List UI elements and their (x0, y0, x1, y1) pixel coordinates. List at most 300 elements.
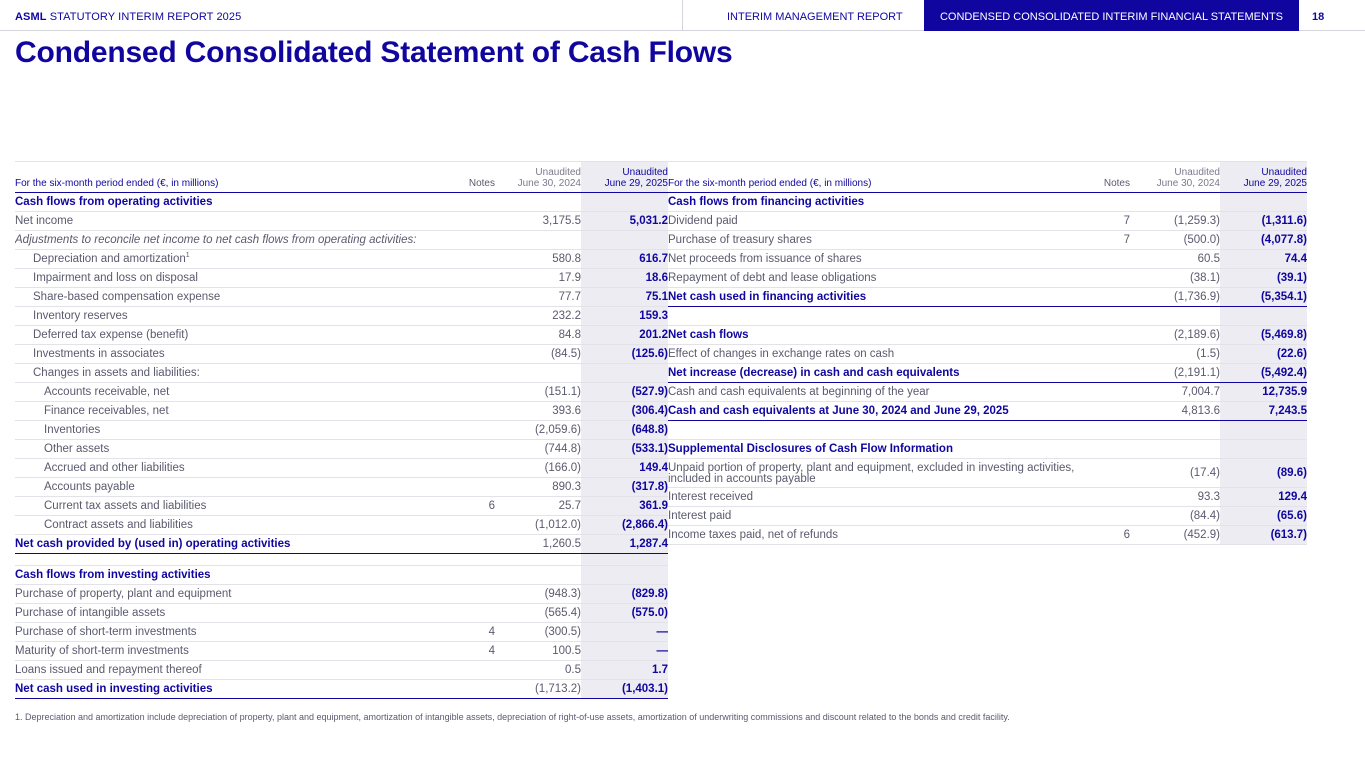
row-notes (435, 364, 495, 383)
row-value-2025 (1220, 383, 1307, 402)
table-row (15, 535, 668, 554)
row-value-2025 (581, 288, 668, 307)
row-value-2025 (1220, 269, 1307, 288)
row-notes (1078, 402, 1130, 421)
table-row (668, 507, 1307, 526)
row-value-2024 (1130, 459, 1220, 488)
row-notes (435, 497, 495, 516)
row-notes (435, 516, 495, 535)
table-row (15, 212, 668, 231)
nav-divider (682, 0, 683, 31)
row-notes (435, 212, 495, 231)
report-name: STATUTORY INTERIM REPORT 2025 (49, 11, 242, 23)
row-value-2025 (581, 661, 668, 680)
row-value-2025 (581, 421, 668, 440)
left-table-body (15, 193, 668, 699)
table-row (668, 383, 1307, 402)
row-label-text: Net cash used in investing activities (15, 683, 213, 695)
row-label (668, 507, 1078, 526)
row-notes (435, 402, 495, 421)
row-value-2024-text: (2,059.6) (534, 424, 581, 436)
current-period-status: Unaudited (1261, 167, 1307, 178)
row-value-2025 (1220, 212, 1307, 231)
row-value-2025-text: 129.4 (1278, 491, 1307, 503)
row-notes-text: 7 (1123, 215, 1130, 227)
row-notes-text: 6 (488, 500, 495, 512)
row-value-2025 (581, 478, 668, 497)
row-value-2024 (495, 345, 581, 364)
row-notes (1078, 212, 1130, 231)
row-value-2025-text: (22.6) (1276, 348, 1307, 360)
table-row (15, 269, 668, 288)
row-label-text: Cash flows from operating activities (15, 196, 213, 208)
row-value-2025-text: 159.3 (639, 310, 668, 322)
table-row (15, 193, 668, 212)
row-label-text: Income taxes paid, net of refunds (668, 529, 839, 541)
row-value-2025-text: — (656, 645, 668, 657)
table-row (15, 383, 668, 402)
row-label (15, 421, 435, 440)
row-label-text: Changes in assets and liabilities: (33, 367, 200, 379)
top-navigation-bar (0, 0, 1365, 31)
nav-tab-financial-statements[interactable]: CONDENSED CONSOLIDATED INTERIM FINANCIAL STATEMENTS (924, 0, 1299, 31)
row-value-2024 (495, 269, 581, 288)
table-row (15, 478, 668, 497)
row-value-2024-text: 84.8 (558, 329, 581, 341)
row-value-2024 (1130, 250, 1220, 269)
page-title: Condensed Consolidated Statement of Cash Flows (15, 36, 733, 69)
table-row (15, 661, 668, 680)
row-value-2024-text: 25.7 (558, 500, 581, 512)
row-label-text: Accounts payable (44, 481, 135, 493)
row-value-2024 (495, 288, 581, 307)
table-row (15, 623, 668, 642)
page-number: 18 (1312, 11, 1325, 23)
row-notes (435, 623, 495, 642)
row-notes (435, 661, 495, 680)
row-value-2024-text: (38.1) (1189, 272, 1220, 284)
table-row (668, 459, 1307, 488)
table-row (15, 497, 668, 516)
operating-investing-cash-flows-table (15, 161, 668, 699)
row-value-2024 (495, 231, 581, 250)
row-value-2025 (581, 402, 668, 421)
row-notes (1078, 326, 1130, 345)
row-label-text: Depreciation and amortization (33, 253, 186, 265)
row-value-2025 (581, 535, 668, 554)
column-header-label: For the six-month period ended (€, in millions) (668, 162, 1078, 193)
row-value-2024 (495, 326, 581, 345)
footnote-marker: 1 (185, 252, 190, 260)
row-value-2024 (495, 250, 581, 269)
row-label-text: Accrued and other liabilities (44, 462, 185, 474)
row-label (668, 250, 1078, 269)
current-period-status: Unaudited (622, 167, 668, 178)
row-value-2025 (581, 212, 668, 231)
row-value-2024 (1130, 307, 1220, 326)
table-row (15, 585, 668, 604)
row-value-2024-text: 232.2 (552, 310, 581, 322)
row-value-2024 (1130, 364, 1220, 383)
row-label (668, 345, 1078, 364)
row-notes (435, 269, 495, 288)
row-value-2025 (1220, 488, 1307, 507)
row-value-2025-text: 149.4 (639, 462, 668, 474)
row-label (668, 288, 1078, 307)
row-label-text: Net income (15, 215, 74, 227)
row-value-2024 (1130, 383, 1220, 402)
row-value-2024 (495, 497, 581, 516)
row-label-text: Deferred tax expense (benefit) (33, 329, 189, 341)
row-value-2024 (1130, 402, 1220, 421)
report-brand[interactable] (15, 11, 241, 23)
row-label (668, 193, 1078, 212)
table-row (668, 231, 1307, 250)
financing-supplemental-cash-flows-table (668, 161, 1307, 545)
row-value-2024-text: 3,175.5 (542, 215, 581, 227)
row-value-2025-text: (5,492.4) (1260, 367, 1307, 379)
column-header-current-period (1220, 162, 1307, 193)
table-row (668, 307, 1307, 326)
row-notes (435, 383, 495, 402)
table-row (15, 231, 668, 250)
table-header-row (15, 162, 668, 193)
row-value-2024-text: (452.9) (1183, 529, 1220, 541)
row-value-2025-text: (1,403.1) (621, 683, 668, 695)
row-label-text: Loans issued and repayment thereof (15, 664, 202, 676)
table-row (15, 440, 668, 459)
row-notes (435, 345, 495, 364)
row-value-2024-text: 93.3 (1197, 491, 1220, 503)
row-value-2024 (495, 642, 581, 661)
row-notes (435, 250, 495, 269)
row-label (668, 326, 1078, 345)
row-value-2025-text: (89.6) (1276, 467, 1307, 479)
row-value-2025 (581, 307, 668, 326)
row-label-text: Inventories (44, 424, 101, 436)
row-value-2025 (581, 604, 668, 623)
row-notes (435, 604, 495, 623)
row-value-2024 (495, 212, 581, 231)
row-label (15, 288, 435, 307)
table-row (15, 421, 668, 440)
row-value-2025-text: 1.7 (652, 664, 668, 676)
row-label-text: Net cash provided by (used in) operating activities (15, 538, 291, 550)
current-period-date: June 29, 2025 (604, 178, 668, 189)
row-value-2024-text: (151.1) (544, 386, 581, 398)
row-value-2025-text: 75.1 (645, 291, 668, 303)
table-row (15, 326, 668, 345)
row-value-2025 (1220, 364, 1307, 383)
row-notes (435, 193, 495, 212)
row-notes (1078, 526, 1130, 545)
row-label (668, 526, 1078, 545)
row-value-2025 (581, 326, 668, 345)
row-label (668, 459, 1078, 488)
table-row (15, 364, 668, 383)
table-row (668, 440, 1307, 459)
row-notes (435, 585, 495, 604)
row-value-2024 (495, 307, 581, 326)
table-row (15, 250, 668, 269)
row-value-2024 (495, 535, 581, 554)
row-value-2025 (581, 364, 668, 383)
row-label-text: Impairment and loss on disposal (33, 272, 198, 284)
row-label-text: Cash flows from investing activities (15, 569, 211, 581)
row-label-text: Net cash flows (668, 329, 749, 341)
row-value-2024 (495, 459, 581, 478)
row-notes (435, 554, 495, 566)
row-value-2025 (581, 440, 668, 459)
table-row (15, 566, 668, 585)
row-value-2024 (1130, 193, 1220, 212)
row-value-2024-text: (84.4) (1189, 510, 1220, 522)
row-notes (435, 535, 495, 554)
row-notes (1078, 488, 1130, 507)
row-label (15, 623, 435, 642)
row-value-2025-text: 7,243.5 (1268, 405, 1307, 417)
row-notes (1078, 364, 1130, 383)
row-label (15, 604, 435, 623)
row-value-2025 (1220, 345, 1307, 364)
row-value-2024-text: 4,813.6 (1181, 405, 1220, 417)
row-label (15, 269, 435, 288)
row-label (668, 307, 1078, 326)
row-notes (435, 440, 495, 459)
current-period-date: June 29, 2025 (1243, 178, 1307, 189)
row-notes (435, 478, 495, 497)
row-label-text: Other assets (44, 443, 110, 455)
table-row (15, 459, 668, 478)
row-value-2025-text: (317.8) (631, 481, 668, 493)
row-value-2025 (581, 459, 668, 478)
row-notes (1078, 193, 1130, 212)
row-value-2024-text: 580.8 (552, 253, 581, 265)
row-value-2024 (495, 440, 581, 459)
row-label-text: Accounts receivable, net (44, 386, 170, 398)
row-notes (435, 307, 495, 326)
table-row (15, 288, 668, 307)
row-notes (1078, 269, 1130, 288)
row-label (668, 488, 1078, 507)
row-value-2025-text: 361.9 (639, 500, 668, 512)
row-label (15, 231, 435, 250)
row-value-2024-text: (84.5) (550, 348, 581, 360)
row-value-2025 (1220, 440, 1307, 459)
row-notes (435, 566, 495, 585)
row-label (15, 402, 435, 421)
row-value-2024 (1130, 507, 1220, 526)
row-value-2024-text: (166.0) (544, 462, 581, 474)
row-value-2025 (581, 269, 668, 288)
row-value-2025-text: (1,311.6) (1261, 215, 1307, 227)
row-label (15, 440, 435, 459)
table-row (668, 421, 1307, 440)
row-label-text: Investments in associates (33, 348, 165, 360)
row-label (15, 516, 435, 535)
row-notes (1078, 288, 1130, 307)
row-label-text: Purchase of property, plant and equipment (15, 588, 232, 600)
table-row (668, 288, 1307, 307)
row-value-2024-text: 77.7 (558, 291, 581, 303)
row-value-2024-text: 7,004.7 (1181, 386, 1220, 398)
row-value-2024 (495, 364, 581, 383)
row-value-2025 (581, 250, 668, 269)
row-notes (1078, 440, 1130, 459)
table-row (15, 554, 668, 566)
row-value-2025-text: (5,469.8) (1260, 329, 1307, 341)
table-row (15, 345, 668, 364)
row-value-2024-text: (1,012.0) (534, 519, 581, 531)
row-notes (1078, 250, 1130, 269)
row-value-2025 (581, 623, 668, 642)
row-value-2025-text: (5,354.1) (1260, 291, 1307, 303)
row-label (15, 554, 435, 566)
table-row (668, 250, 1307, 269)
row-value-2025-text: (613.7) (1270, 529, 1307, 541)
row-label (15, 585, 435, 604)
row-value-2024 (495, 193, 581, 212)
row-value-2024-text: (1,259.3) (1173, 215, 1220, 227)
row-value-2025 (1220, 421, 1307, 440)
row-label (15, 212, 435, 231)
row-label-text: Purchase of short-term investments (15, 626, 197, 638)
row-value-2025 (581, 585, 668, 604)
row-notes (1078, 421, 1130, 440)
row-label-text: Interest received (668, 491, 754, 503)
row-label-text: Inventory reserves (33, 310, 128, 322)
row-value-2024 (495, 566, 581, 585)
nav-tab-interim-management-report[interactable]: INTERIM MANAGEMENT REPORT (727, 11, 903, 23)
row-label (15, 535, 435, 554)
row-label (15, 383, 435, 402)
row-notes (1078, 459, 1130, 488)
row-value-2024-text: (2,189.6) (1173, 329, 1220, 341)
row-label-text: Cash and cash equivalents at June 30, 2024 and June 29, 2025 (668, 405, 1009, 417)
table-header-row (668, 162, 1307, 193)
row-notes (435, 288, 495, 307)
row-value-2025-text: (306.4) (631, 405, 668, 417)
row-value-2024-text: 1,260.5 (542, 538, 581, 550)
row-value-2025-text: 1,287.4 (629, 538, 668, 550)
row-value-2025 (1220, 307, 1307, 326)
row-value-2025 (1220, 250, 1307, 269)
column-header-prior-period (495, 162, 581, 193)
row-label-text: Interest paid (668, 510, 732, 522)
row-label-text: Net proceeds from issuance of shares (668, 253, 862, 265)
row-value-2024 (1130, 269, 1220, 288)
row-label-text: Finance receivables, net (44, 405, 169, 417)
row-label-text: Repayment of debt and lease obligations (668, 272, 877, 284)
row-label (15, 250, 435, 269)
table-row (668, 212, 1307, 231)
table-row (15, 402, 668, 421)
row-value-2025 (581, 680, 668, 699)
row-notes (435, 421, 495, 440)
row-value-2025-text: (533.1) (631, 443, 668, 455)
row-label (15, 478, 435, 497)
row-label-text: Current tax assets and liabilities (44, 500, 207, 512)
table-row (15, 604, 668, 623)
prior-period-status: Unaudited (535, 167, 581, 178)
row-value-2025 (581, 231, 668, 250)
row-label (668, 440, 1078, 459)
table-row (668, 193, 1307, 212)
row-value-2024-text: (500.0) (1183, 234, 1220, 246)
table-row (15, 516, 668, 535)
row-label (15, 566, 435, 585)
row-value-2025 (581, 554, 668, 566)
table-row (668, 326, 1307, 345)
table-row (668, 345, 1307, 364)
row-value-2024 (495, 585, 581, 604)
row-value-2024 (495, 421, 581, 440)
table-row (15, 642, 668, 661)
row-notes (435, 680, 495, 699)
row-value-2025-text: (39.1) (1276, 272, 1307, 284)
row-value-2025 (581, 516, 668, 535)
column-header-prior-period (1130, 162, 1220, 193)
row-value-2025 (1220, 231, 1307, 250)
row-label-text: Purchase of treasury shares (668, 234, 812, 246)
row-value-2024 (1130, 488, 1220, 507)
row-value-2024-text: 0.5 (565, 664, 581, 676)
row-label (15, 364, 435, 383)
row-value-2024-text: (1.5) (1196, 348, 1220, 360)
row-value-2025-text: (2,866.4) (621, 519, 668, 531)
row-label-text: Share-based compensation expense (33, 291, 221, 303)
row-value-2025 (1220, 507, 1307, 526)
row-notes (1078, 307, 1130, 326)
row-notes (435, 326, 495, 345)
row-value-2024 (495, 478, 581, 497)
row-value-2025-text: (648.8) (631, 424, 668, 436)
row-value-2025 (581, 566, 668, 585)
row-value-2024 (1130, 421, 1220, 440)
row-value-2025-text: 5,031.2 (629, 215, 668, 227)
row-value-2024 (1130, 212, 1220, 231)
row-value-2025 (1220, 459, 1307, 488)
row-notes (1078, 345, 1130, 364)
row-label (668, 364, 1078, 383)
row-label-text: Contract assets and liabilities (44, 519, 193, 531)
row-label (668, 421, 1078, 440)
column-header-current-period (581, 162, 668, 193)
row-notes (1078, 507, 1130, 526)
row-value-2024-text: (17.4) (1189, 467, 1220, 479)
prior-period-date: June 30, 2024 (1156, 178, 1220, 189)
row-value-2024 (495, 402, 581, 421)
row-label (15, 307, 435, 326)
row-label-text: Adjustments to reconcile net income to net cash flows from operating activities: (15, 234, 417, 246)
row-label (15, 459, 435, 478)
row-value-2025 (1220, 288, 1307, 307)
prior-period-status: Unaudited (1174, 167, 1220, 178)
row-label (15, 642, 435, 661)
row-label (668, 231, 1078, 250)
row-value-2025 (1220, 193, 1307, 212)
row-notes (1078, 383, 1130, 402)
row-value-2024-text: 100.5 (552, 645, 581, 657)
table-row (668, 402, 1307, 421)
prior-period-date: June 30, 2024 (517, 178, 581, 189)
row-notes (435, 459, 495, 478)
table-row (15, 307, 668, 326)
row-value-2025 (1220, 526, 1307, 545)
row-value-2025-text: (527.9) (631, 386, 668, 398)
row-value-2025 (1220, 402, 1307, 421)
row-value-2024 (1130, 345, 1220, 364)
